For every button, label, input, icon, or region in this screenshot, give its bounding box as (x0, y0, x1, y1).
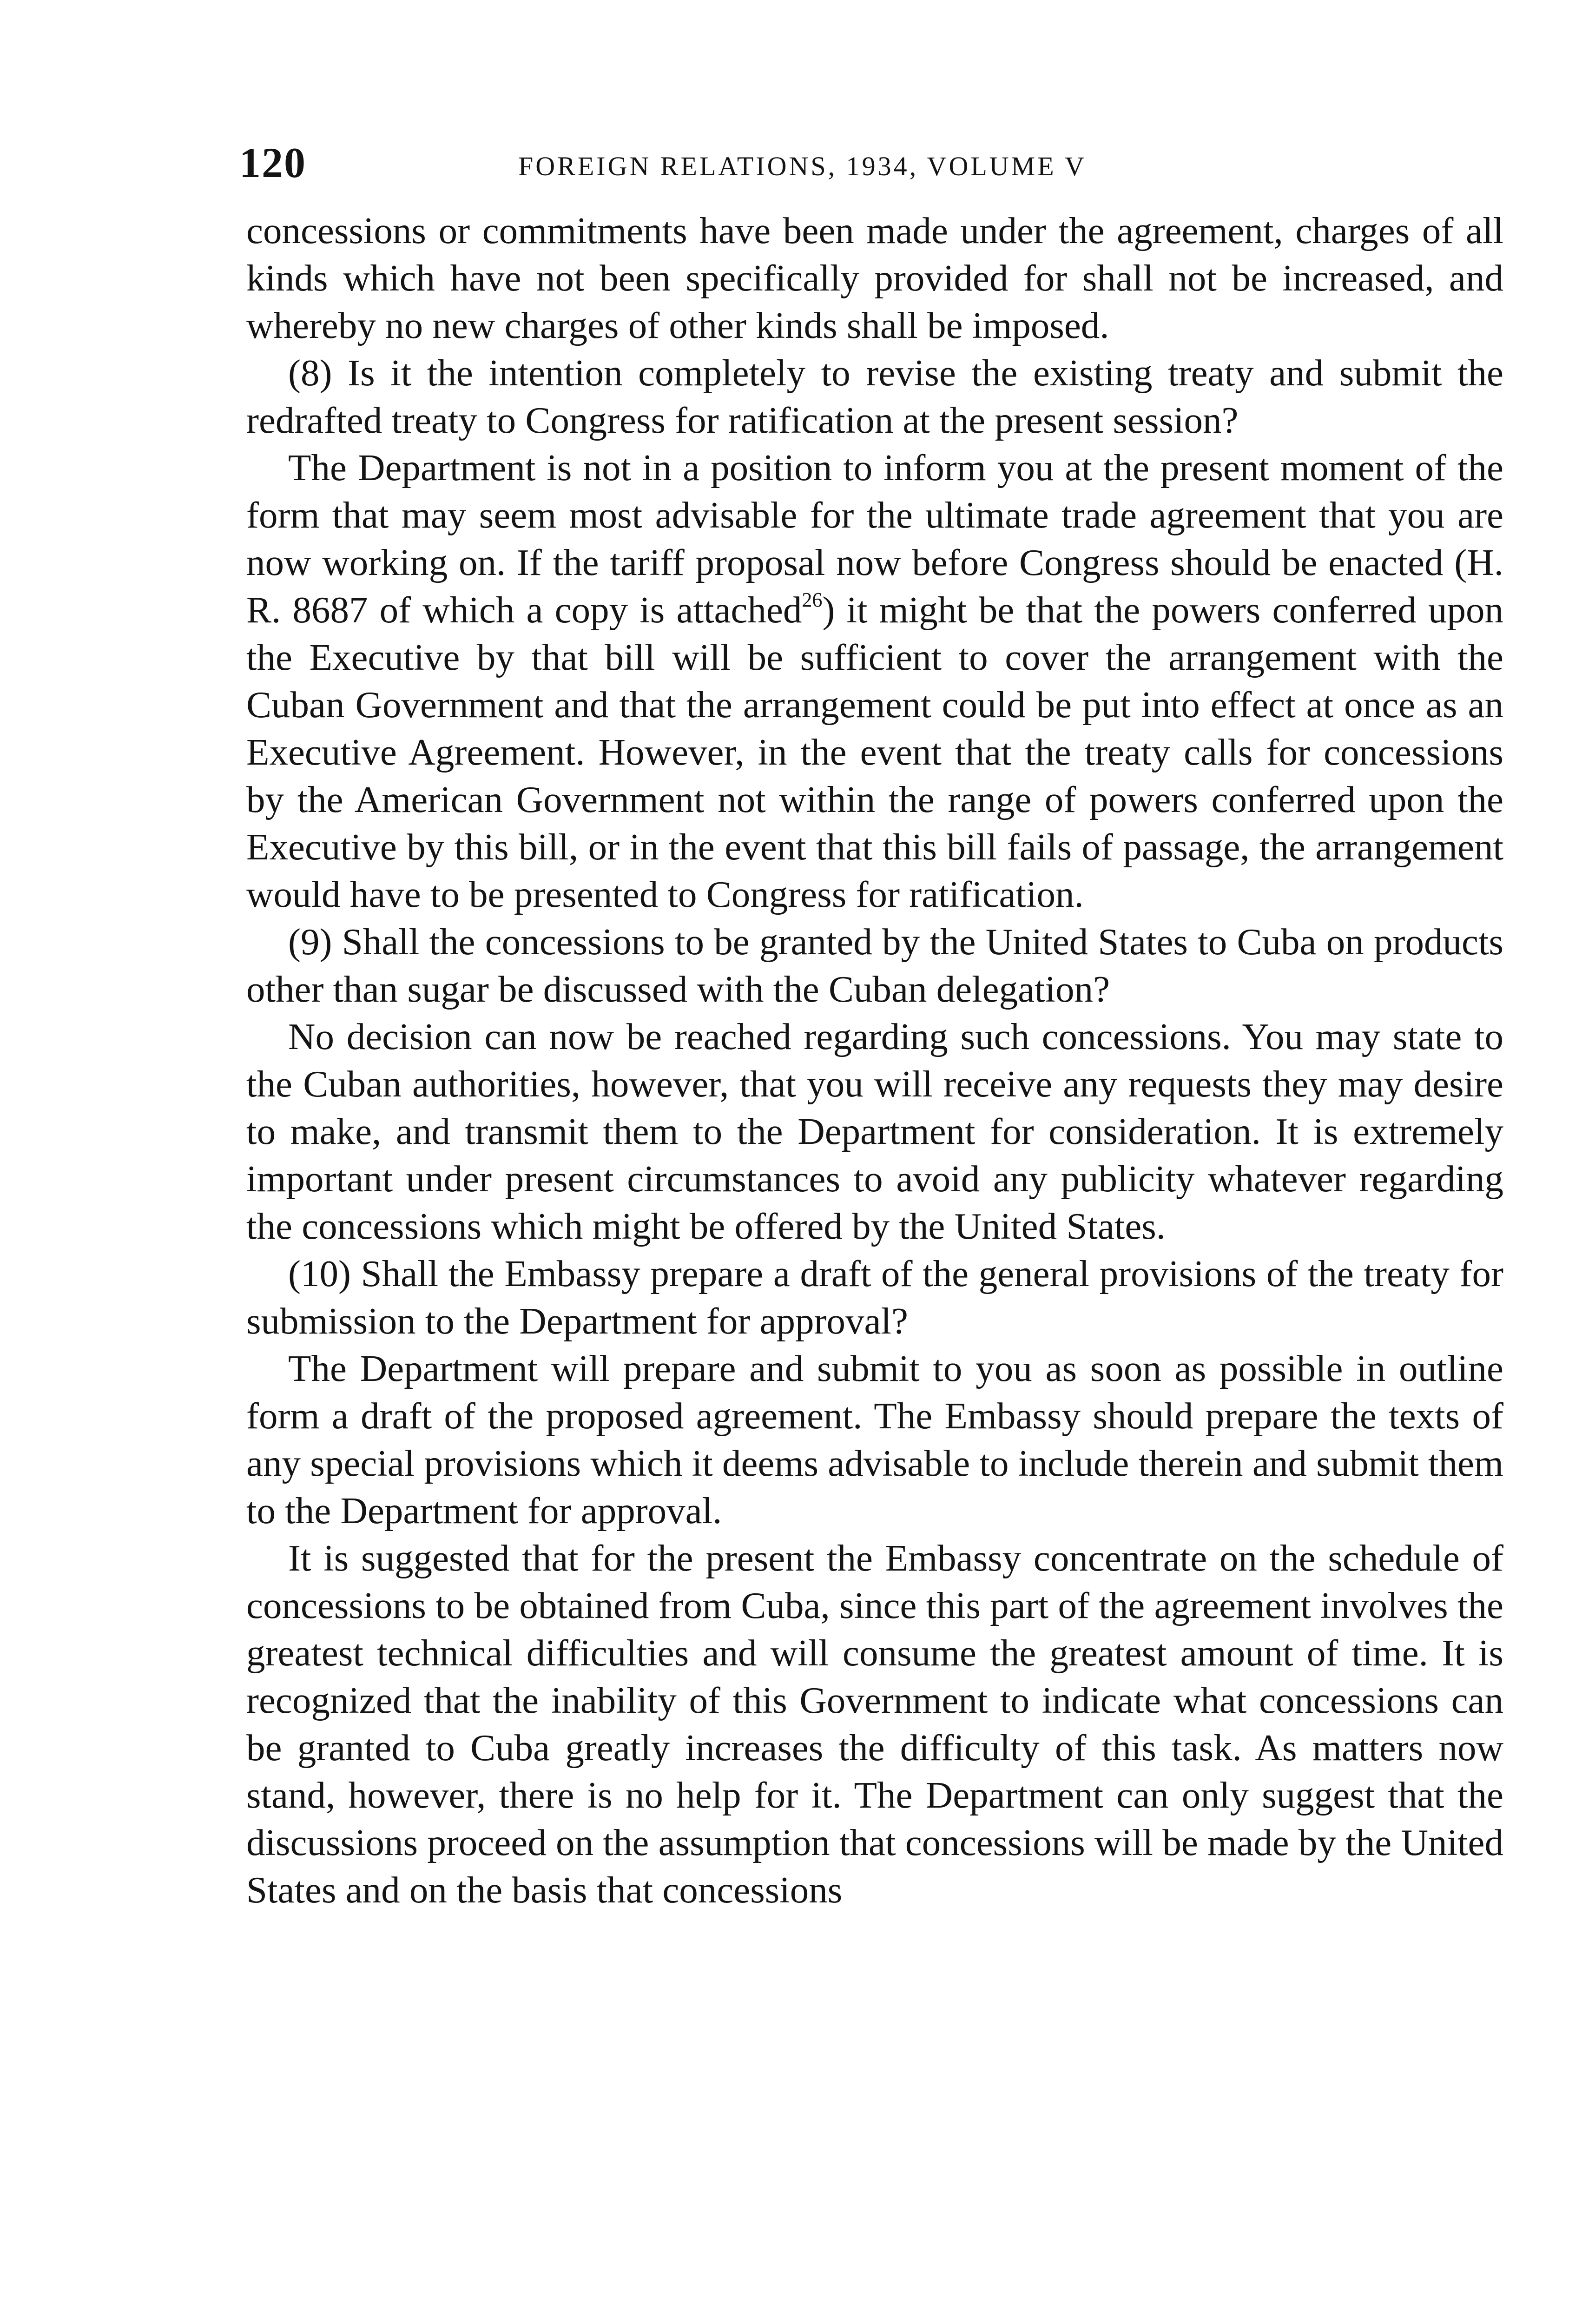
paragraph-answer-10: The Department will prepare and submit to you as soon as possible in outline form a draft of the proposed agreement. The Embassy should prepare the texts of any special provisions which it deems advisable to include therein and submit them to the Department for approval. (246, 1347, 1503, 1532)
paragraph-question-10: (10) Shall the Embassy prepare a draft of the general provisions of the treaty for submission to the Department for approval? (246, 1253, 1503, 1342)
body-text (246, 207, 1503, 1914)
running-head: FOREIGN RELATIONS, 1934, VOLUME V (518, 151, 1087, 181)
paragraph-question-8: (8) Is it the intention completely to revise the existing treaty and submit the redrafted treaty to Congress for ratification at the present session? (246, 352, 1503, 441)
paragraph-answer-8 (246, 444, 1503, 918)
page-header (239, 130, 1494, 195)
footnote-reference: 26 (802, 588, 823, 611)
page-number: 120 (239, 139, 306, 186)
paragraph-suggestion: It is suggested that for the present the Embassy concentrate on the schedule of concessions to be obtained from Cuba, since this part of the agreement involves the greatest technical difficulties and will consume the greatest amount of time. It is recognized that the inability of this Government to indicate what concessions can be granted to Cuba greatly increases the difficulty of this task. As matters now stand, however, there is no help for it. The Department can only suggest that the discussions proceed on the assumption that concessions will be made by the United States and on the basis that concessions (246, 1537, 1503, 1911)
paragraph-answer-9: No decision can now be reached regarding such concessions. You may state to the Cuban authorities, however, that you will receive any requests they may desire to make, and transmit them to the Department for consideration. It is extremely important under present circumstances to avoid any publicity whatever regarding the concessions which might be offered by the United States. (246, 1016, 1503, 1247)
paragraph-continued: concessions or commitments have been made under the agreement, charges of all kinds which have not been specifically provided for shall not be increased, and whereby no new charges of other kinds shall be imposed. (246, 210, 1503, 346)
paragraph-question-9: (9) Shall the concessions to be granted by the United States to Cuba on products other than sugar be discussed with the Cuban delegation? (246, 921, 1503, 1010)
paragraph-answer-8-part-1: The Department is not in a position to inform you at the present moment of the form that may seem most advisable for the ultimate trade agreement that you are now working on. If the tariff proposal now before Congress should be enacted (H. R. 8687 of which a copy is attached (246, 447, 1503, 631)
paragraph-answer-8-part-2: ) it might be that the powers conferred upon the Executive by that bill will be sufficient to cover the arrangement with the Cuban Government and that the arrangement could be put into effect at once as an Executive Agreement. However, in the event that the treaty calls for concessions by the American Government not within the range of powers conferred upon the Executive by this bill, or in the event that this bill fails of passage, the arrangement would have to be presented to Congress for ratification. (246, 589, 1503, 915)
